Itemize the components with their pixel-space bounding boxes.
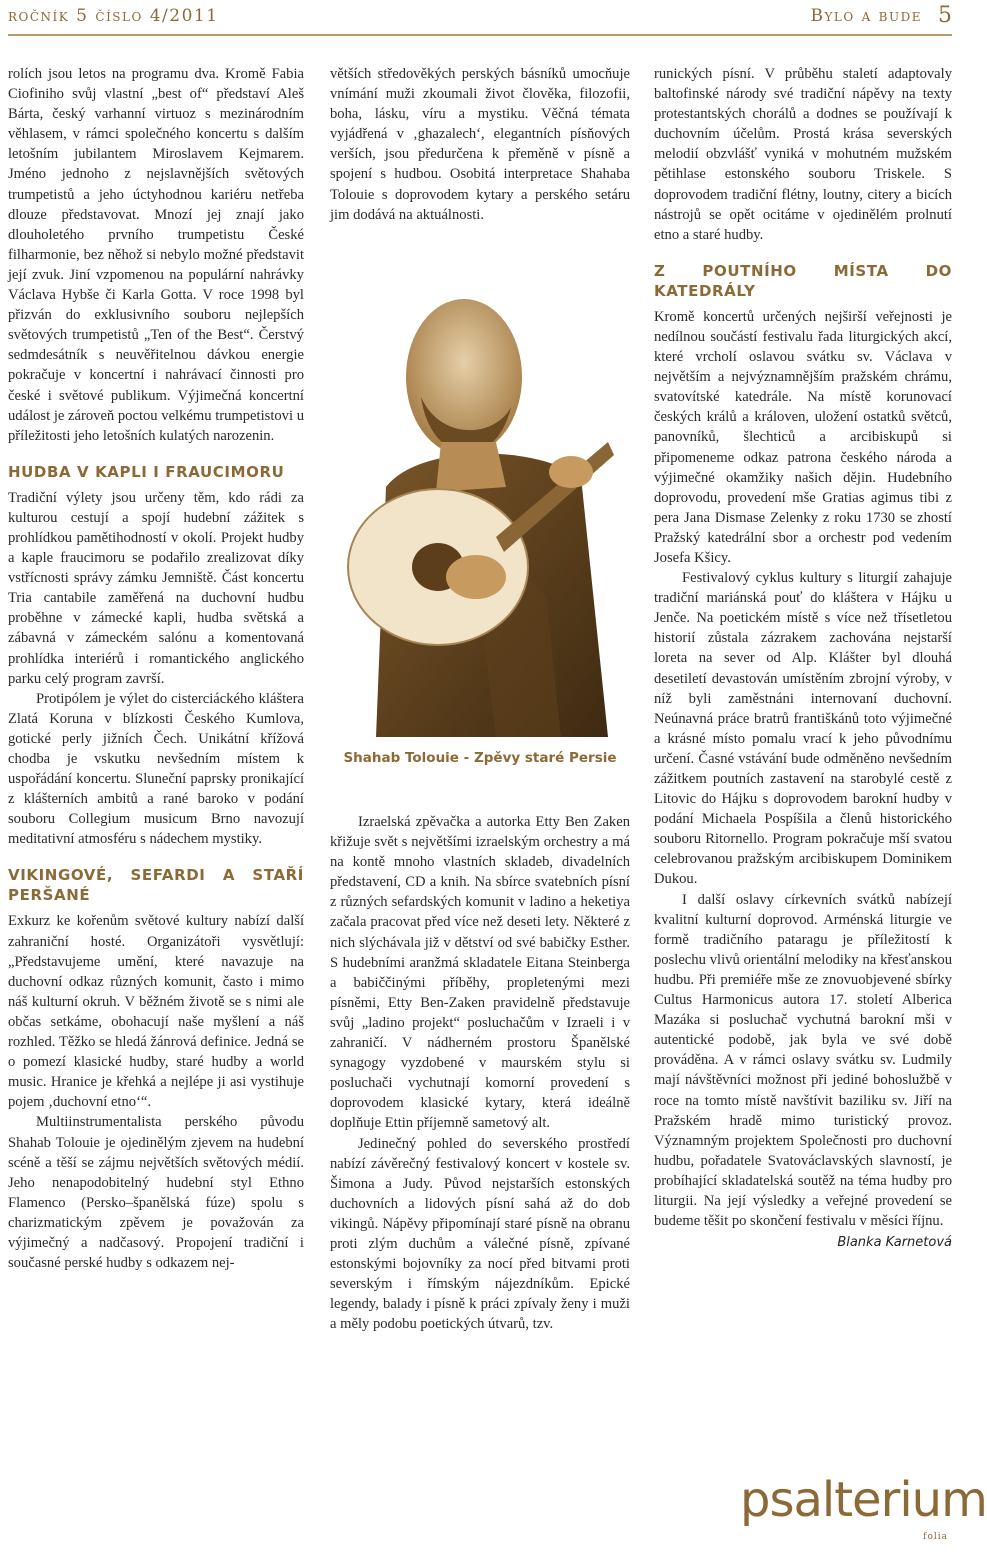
column-2-top — [330, 64, 630, 225]
paragraph: rolích jsou letos na programu dva. Kromě Fabia Ciofiniho svůj vlastní „best of“ představí Aleš Bárta, český varhanní virtuoz s mezinárodním věhlasem, v rámci společného koncertu s dalším letošním jubilantem Miroslavem Kejmarem. Jméno jednoho z nejslavnějších světových trumpetistů a jeho úctyhodnou kariéru netřeba dlouze představovat. Mnozí jej znají jako dlouholetého prvního trumpetistu České filharmonie, bez něhož si nebylo možné představit její zvuk. Jiní vzpomenou na populární nahrávky Václava Hybše či Karla Gotta. V roce 1998 byl přizván do exklusivního souboru nejlepších světových trumpetistů „Ten of the Best“. Čerstvý sedmdesátník s neuvěřitelnou dávkou energie pokračuje v koncertní i nahrávací činnosti pro české i světové publikum. Výjimečná koncertní událost je zároveň poctou velkému trumpetistovi u příležitosti jeho letošních kulatých narozenin. — [8, 66, 304, 444]
page-number: 5 — [938, 3, 952, 28]
guitarist-photo — [346, 267, 614, 737]
header-rule — [8, 34, 952, 36]
logo-subtitle: folia — [923, 1532, 948, 1542]
paragraph: Izraelská zpěvačka a autorka Etty Ben Zaken křižuje svět s největšími izraelským orchestry a má na kontě mnoho vlastních skladeb, divadelních představení, CD a knih. Na sbírce svatebních písní z různých sefardských komunit v ladino a heketiya začala pracovat před více než deseti lety. Některé z nich slýchávala již v dětství od své babičky Esther. S hudebními aranžmá skladatele Eitana Steinberga a babiččinými příběhy, propletenými mezi písněmi, Etty Ben-Zaken pravidelně představuje svůj „ladino projekt“ posluchačům v Izraeli i v zahraničí. V nádherném prostoru Španělské synagogy vyzdobené v maurském stylu si posluchači vychutnají komorní provedení s doprovodem klasické kytary, která ideálně doplňuje Ettin příjemně sametový alt. — [330, 814, 631, 1132]
paragraph: Protipólem je výlet do cisterciáckého kláštera Zlatá Koruna v blízkosti Českého Kumlova, gotické perly jižních Čech. Unikátní křížová chodba je vskutku nevšedním místem k uspořádání koncertu. Sluneční paprsky pronikající z klášterních ambitů a rané baroko v podání souboru Collegium musicum Brno navozují meditativní atmosféru s nádechem mystiky. — [8, 690, 305, 848]
paragraph: runických písní. V průběhu staletí adaptovaly baltofinské národy své tradiční nápěvy na texty protestantských chorálů a dodnes se používají k duchovním účelům. Prostá krása severských melodií obzvlášť vyniká v mohutném mužském pětihlase estonského souboru Triskele. S doprovodem tradiční flétny, loutny, citery a bicích nástrojů se opět ocitáme v ojedinělém prolnutí etno a staré hudby. — [654, 66, 952, 243]
author-signature: Blanka Karnetová — [837, 1235, 952, 1251]
logo-wordmark: psalterium — [740, 1472, 987, 1528]
section-heading: Z POUTNÍHO MÍSTA DO KATEDRÁLY — [654, 261, 952, 300]
column-2-bottom — [330, 812, 630, 1334]
paragraph: Exkurz ke kořenům světové kultury nabízí další zahraniční hosté. Organizátoři vysvětlují: „Představujeme umění, které navazuje na duchovní odkaz různých komunit, často i mimo náš kulturní okruh. V běžném životě se s nimi ale občas setkáme, obohacují naše myšlení a náš rozhled. Těžko se hledá žánrová definice. Jedná se o pomezí klasické hudby, staré hudby a world music. Hranice je křehká a nejlépe ji asi vystihuje pojem ‚duchovní etno‘“. — [8, 913, 305, 1111]
paragraph: Kromě koncertů určených nejširší veřejnosti je nedílnou součástí festivalu řada liturgických akcí, které vrcholí oslavou svátku sv. Václava v největším a nejvýznamnějším pražském chrámu, svatovítské katedrále. Na místě korunovací českých králů a královen, uložení ostatků světců, panovníků, šlechticů a arcibiskupů si připomeneme odkaz patrona českého národa a výjimečné okamžiky našich dějin. Hudebního doprovodu, provedení mše Gratias agimus tibi z pera Jana Dismase Zelenky z roku 1730 se zhostí Pražský katedrální sbor a orchestr pod vedením Josefa Kšicy. — [654, 308, 952, 566]
psalterium-logo — [740, 1462, 987, 1557]
paragraph: Tradiční výlety jsou určeny těm, kdo rádi za kulturou cestují a spojí hudební zážitek s prohlídkou pamětihodností v okolí. Projekt hudby a kaple fraucimoru se podařilo zrealizovat díky vstřícnosti správy zámku Jemniště. Část koncertu Tria cantabile zaměřená na duchovní hudbu proběhne v zámecké kapli, hudba světská a zábavná v zámeckém salónu a komentovaná prohlídka interiérů i romantického anglického parku celý program završí. — [8, 489, 305, 687]
paragraph: větších středověkých perských básníků umocňuje vnímání muži zkoumali život člověka, filozofii, boha, lásku, víru a mystiku. Věčná témata vyjádřená v ‚ghazalech‘, elegantních písňových verších, jsou předurčena k přeměně v písně a spojení s hudbou. Osobitá interpretace Shahaba Tolouie s doprovodem kytary a perského setáru jim dodává na aktuálnosti. — [330, 66, 631, 223]
paragraph: I další oslavy církevních svátků nabízejí kvalitní kulturní doprovod. Arménská liturgie ve formě tradičního pataragu je příležitostí k poslechu vlivů orientální melodiky na křesťanskou hudbu. Při premiéře mše ze znovuobjevené sbírky Cultus Harmonicus autora 17. století Alberica Mazáka si posluchač vychutná barokní mši v autentické podobě, jak byla ve své době prováděna. A v rámci oslavy svátku sv. Ludmily mají návštěvníci možnost při jediné bohoslužbě v roce na tomto místě navštívit baziliku sv. Jiří na Pražském hradě mimo turistický provoz. Významným projektem Společnosti pro duchovní hudbu, pořadatele Svatováclavských slavností, je probíhající skladatelská soutěž na téma hudby pro liturgii. Na její výsledky a veřejné provedení se budeme těšit po skončení festivalu v měsíci říjnu. — [654, 891, 953, 1230]
paragraph: Festivalový cyklus kultury s liturgií zahajuje tradiční mariánská pouť do kláštera v Hájku u Jenče. Na poetickém místě s více než třísetletou historií zůstala zázrakem zachována nejstarší loreta na sever od Alp. Klášter byl dlouhá desetiletí devastován umístěním zbrojní výroby, v níž byli zaměstnáni internovaní duchovní. Neúnavná práce bratrů františkánů toto výjimečné a krásné místo pomalu vrací k jeho původnímu určení. Časné vstávání bude odměněno nevšedním zážitkem poutních zastavení na starobylé cestě z Litovic do Hájku s doprovodem barokní hudby v podání Michaela Pospíšila a členů historického souboru Ritornello. Program pokračuje mší svatou celebrovanou pražským arcibiskupem Dominikem Dukou. — [654, 570, 953, 888]
paragraph: Jedinečný pohled do severského prostředí nabízí závěrečný festivalový koncert v kostele sv. Šimona a Judy. Původ nejstarších estonských duchovních a lidových písní sahá až do dob vikingů. Nápěvy připomínají staré písně na obranu proti zlým duchům a válečné písně, zpívané estonskými bojovníky za nocí před bitvami proti severským i římským nájezdníkům. Epické legendy, balady i písně k práci zpívaly ženy i muži a měly podobu poetických útvarů, tzv. — [330, 1135, 631, 1333]
paragraph: Multiinstrumentalista perského původu Shahab Tolouie je ojedinělým zjevem na hudební scéně a těší se zájmu největších světových médií. Jeho nenapodobitelný hudební styl Ethno Flamenco (Persko–španělská fúze) spolu s charizmatickým zpěvem je považován za výjimečný a nadčasový. Propojení tradiční i současné perské hudby s odkazem nej- — [8, 1114, 304, 1272]
column-3 — [654, 64, 952, 1253]
section-label: Bylo a bude — [810, 6, 922, 26]
section-heading: VIKINGOVÉ, SEFARDI A STAŘÍ PERŠANÉ — [8, 866, 304, 905]
column-1 — [8, 64, 304, 1273]
page-header — [8, 4, 952, 34]
guitarist-illustration — [346, 267, 614, 737]
section-heading: HUDBA V KAPLI I FRAUCIMORU — [8, 462, 285, 481]
issue-label: ročník 5 číslo 4/2011 — [8, 6, 219, 26]
photo-caption: Shahab Tolouie - Zpěvy staré Persie — [343, 750, 617, 766]
